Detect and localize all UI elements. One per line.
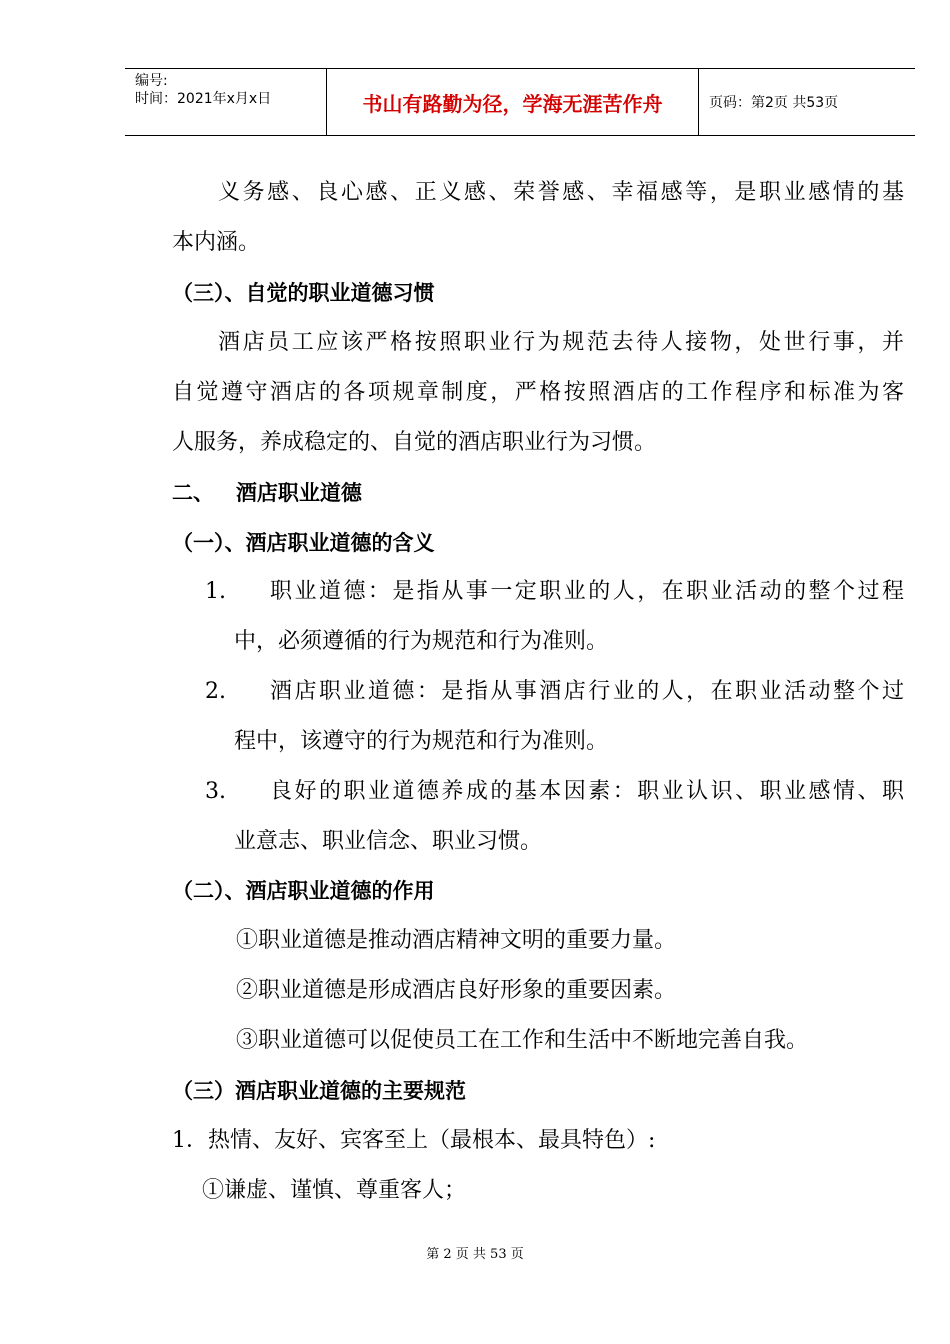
list-item-text: ③职业道德可以促使员工在工作和生活中不断地完善自我。 <box>236 1028 809 1053</box>
list-item-text: 良好的职业道德养成的基本因素：职业认识、职业感情、职 <box>270 779 904 804</box>
list-item-text: 酒店职业道德：是指从事酒店行业的人，在职业活动整个过 <box>270 679 904 704</box>
list-item-text: 业意志、职业信念、职业习惯。 <box>234 829 543 854</box>
section-heading: （二）、酒店职业道德的作用 <box>172 879 435 903</box>
paragraph-line: 人服务，养成稳定的、自觉的酒店职业行为习惯。 <box>172 430 657 455</box>
list-item-text: ①职业道德是推动酒店精神文明的重要力量。 <box>236 928 677 953</box>
paragraph-line: 酒店员工应该严格按照职业行为规范去待人接物，处世行事，并 <box>218 330 904 355</box>
section-heading: （三）酒店职业道德的主要规范 <box>172 1079 466 1103</box>
chapter-heading: 二、 酒店职业道德 <box>172 481 362 505</box>
section-heading: （三）、自觉的职业道德习惯 <box>172 281 435 305</box>
list-item-text: 中，必须遵循的行为规范和行为准则。 <box>234 629 609 654</box>
header-meta-cell <box>125 69 327 135</box>
page-footer: 第 2 页 共 53 页 <box>426 1247 524 1262</box>
time-line: 时间：2021年x月x日 <box>135 91 272 107</box>
list-item-text: 程中，该遵守的行为规范和行为准则。 <box>234 729 609 754</box>
list-item-text: ②职业道德是形成酒店良好形象的重要因素。 <box>236 978 677 1003</box>
list-number: 2. <box>205 679 226 704</box>
paragraph-line: 本内涵。 <box>172 230 261 255</box>
list-item-text: 职业道德：是指从事一定职业的人，在职业活动的整个过程 <box>270 579 904 604</box>
list-item-text: 1．热情、友好、宾客至上（最根本、最具特色）: <box>172 1128 656 1153</box>
paragraph-line: 义务感、良心感、正义感、荣誉感、幸福感等，是职业感情的基 <box>218 180 904 205</box>
header-page-info: 页码：第2页 共53页 <box>709 95 839 111</box>
serial-label: 编号: <box>135 73 168 89</box>
list-number: 1. <box>205 579 226 604</box>
list-item-text: ①谦虚、谨慎、尊重客人； <box>202 1178 467 1203</box>
paragraph-line: 自觉遵守酒店的各项规章制度，严格按照酒店的工作程序和标准为客 <box>172 380 904 405</box>
header-motto: 书山有路勤为径，学海无涯苦作舟 <box>327 69 699 135</box>
list-number: 3. <box>205 779 226 804</box>
section-heading: （一）、酒店职业道德的含义 <box>172 531 435 555</box>
page-header <box>125 68 915 136</box>
